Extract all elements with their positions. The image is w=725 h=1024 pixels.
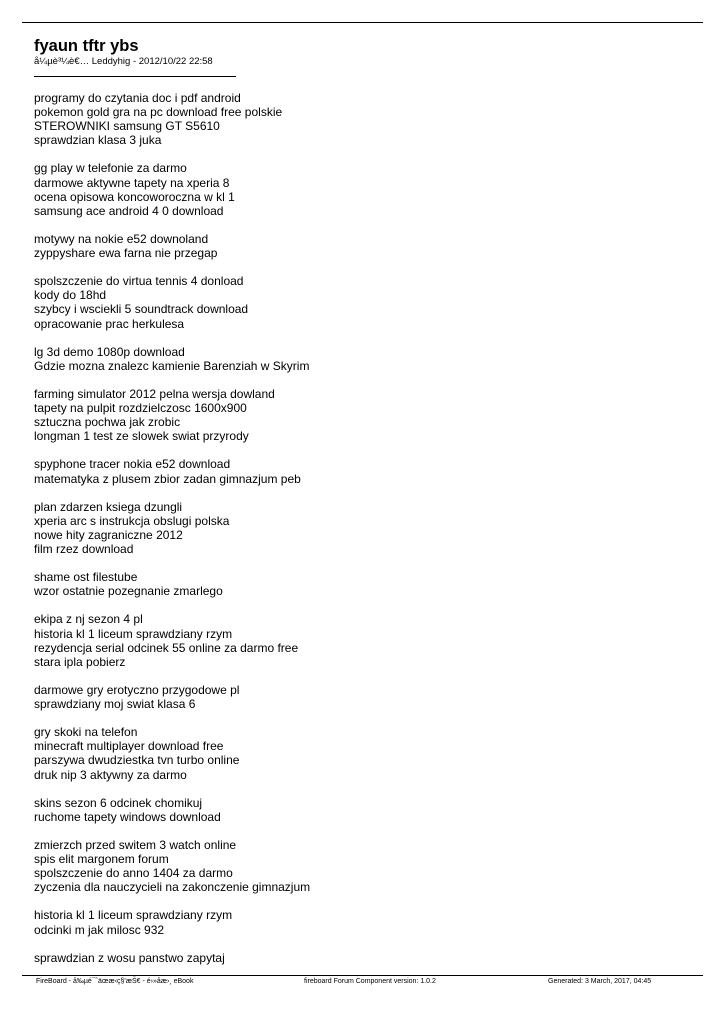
post-line: minecraft multiplayer download free bbox=[34, 739, 224, 754]
post-line: spyphone tracer nokia e52 download bbox=[34, 457, 231, 472]
post-line: kody do 18hd bbox=[34, 288, 107, 303]
post-line: skins sezon 6 odcinek chomikuj bbox=[34, 795, 203, 810]
post-line: historia kl 1 liceum sprawdziany rzym bbox=[34, 626, 233, 641]
post-line: darmowe aktywne tapety na xperia 8 bbox=[34, 175, 230, 190]
post-paragraph bbox=[34, 683, 694, 711]
post-line: motywy na nokie e52 downoland bbox=[34, 231, 209, 246]
post-line: gg play w telefonie za darmo bbox=[34, 161, 187, 176]
post-paragraph bbox=[34, 274, 694, 330]
footer-generated-date: Generated: 3 March, 2017, 04:45 bbox=[548, 978, 652, 985]
post-line: gry skoki na telefon bbox=[34, 725, 138, 740]
post-paragraph bbox=[34, 345, 694, 373]
post-header bbox=[34, 37, 236, 77]
post-line: sprawdzian klasa 3 juka bbox=[34, 133, 162, 148]
post-line: nowe hity zagraniczne 2012 bbox=[34, 527, 183, 542]
post-line: samsung ace android 4 0 download bbox=[34, 203, 224, 218]
post-line: zyczenia dla nauczycieli na zakonczenie gimnazjum bbox=[34, 880, 311, 895]
post-line: rezydencja serial odcinek 55 online za darmo free bbox=[34, 640, 299, 655]
post-line: odcinki m jak milosc 932 bbox=[34, 922, 165, 937]
post-paragraph bbox=[34, 838, 694, 894]
top-rule bbox=[22, 22, 703, 23]
post-line: wzor ostatnie pozegnanie zmarlego bbox=[34, 584, 223, 599]
post-paragraph bbox=[34, 500, 694, 556]
post-line: opracowanie prac herkulesa bbox=[34, 316, 185, 331]
post-line: szybcy i wsciekli 5 soundtrack download bbox=[34, 302, 249, 317]
post-line: spolszczenie do virtua tennis 4 donload bbox=[34, 274, 244, 289]
footer-component-version: fireboard Forum Component version: 1.0.2 bbox=[304, 978, 436, 985]
post-line: farming simulator 2012 pelna wersja dowland bbox=[34, 386, 275, 401]
post-body bbox=[34, 91, 694, 979]
footer-site-name: FireBoard - å‰µé¯ˆäœæ‹ç§'æŠ€ - é›»åæ›¸ eBook bbox=[36, 978, 194, 985]
post-line: STEROWNIKI samsung GT S5610 bbox=[34, 119, 220, 134]
post-line: ocena opisowa koncoworoczna w kl 1 bbox=[34, 189, 235, 204]
post-line: stara ipla pobierz bbox=[34, 654, 126, 669]
post-line: zmierzch przed switem 3 watch online bbox=[34, 837, 237, 852]
post-paragraph bbox=[34, 908, 694, 936]
post-line: darmowe gry erotyczno przygodowe pl bbox=[34, 682, 240, 697]
header-underline bbox=[34, 76, 236, 77]
post-line: sprawdziany moj swiat klasa 6 bbox=[34, 697, 196, 712]
post-line: lg 3d demo 1080p download bbox=[34, 344, 185, 359]
post-line: plan zdarzen ksiega dzungli bbox=[34, 499, 183, 514]
post-line: ruchome tapety windows download bbox=[34, 809, 221, 824]
post-paragraph bbox=[34, 612, 694, 668]
post-paragraph bbox=[34, 570, 694, 598]
post-line: Gdzie mozna znalezc kamienie Barenziah w Skyrim bbox=[34, 358, 310, 373]
post-line: tapety na pulpit rozdzielczosc 1600x900 bbox=[34, 401, 247, 416]
post-paragraph bbox=[34, 951, 694, 965]
post-line: shame ost filestube bbox=[34, 570, 138, 585]
post-line: longman 1 test ze slowek swiat przyrody bbox=[34, 429, 249, 444]
post-paragraph bbox=[34, 457, 694, 485]
post-line: spis elit margonem forum bbox=[34, 852, 169, 867]
post-line: sztuczna pochwa jak zrobic bbox=[34, 415, 181, 430]
post-line: parszywa dwudziestka tvn turbo online bbox=[34, 753, 240, 768]
post-paragraph bbox=[34, 161, 694, 217]
post-line: druk nip 3 aktywny za darmo bbox=[34, 767, 187, 782]
post-line: sprawdzian z wosu panstwo zapytaj bbox=[34, 950, 225, 965]
post-line: ekipa z nj sezon 4 pl bbox=[34, 612, 143, 627]
post-meta: å¼µè³¼è€… Leddyhig - 2012/10/22 22:58 bbox=[34, 56, 213, 67]
post-paragraph bbox=[34, 91, 694, 147]
post-line: spolszczenie do anno 1404 za darmo bbox=[34, 866, 233, 881]
post-paragraph bbox=[34, 387, 694, 443]
footer-rule bbox=[22, 975, 703, 976]
post-line: matematyka z plusem zbior zadan gimnazjum peb bbox=[34, 471, 301, 486]
post-line: historia kl 1 liceum sprawdziany rzym bbox=[34, 908, 233, 923]
post-paragraph bbox=[34, 232, 694, 260]
post-line: programy do czytania doc i pdf android bbox=[34, 91, 241, 105]
post-line: film rzez download bbox=[34, 542, 134, 556]
post-paragraph bbox=[34, 725, 694, 781]
post-paragraph bbox=[34, 796, 694, 824]
post-title: fyaun tftr ybs bbox=[34, 37, 139, 55]
post-line: zyppyshare ewa farna nie przegap bbox=[34, 246, 218, 261]
post-line: pokemon gold gra na pc download free polskie bbox=[34, 105, 283, 120]
post-line: xperia arc s instrukcja obslugi polska bbox=[34, 513, 230, 528]
